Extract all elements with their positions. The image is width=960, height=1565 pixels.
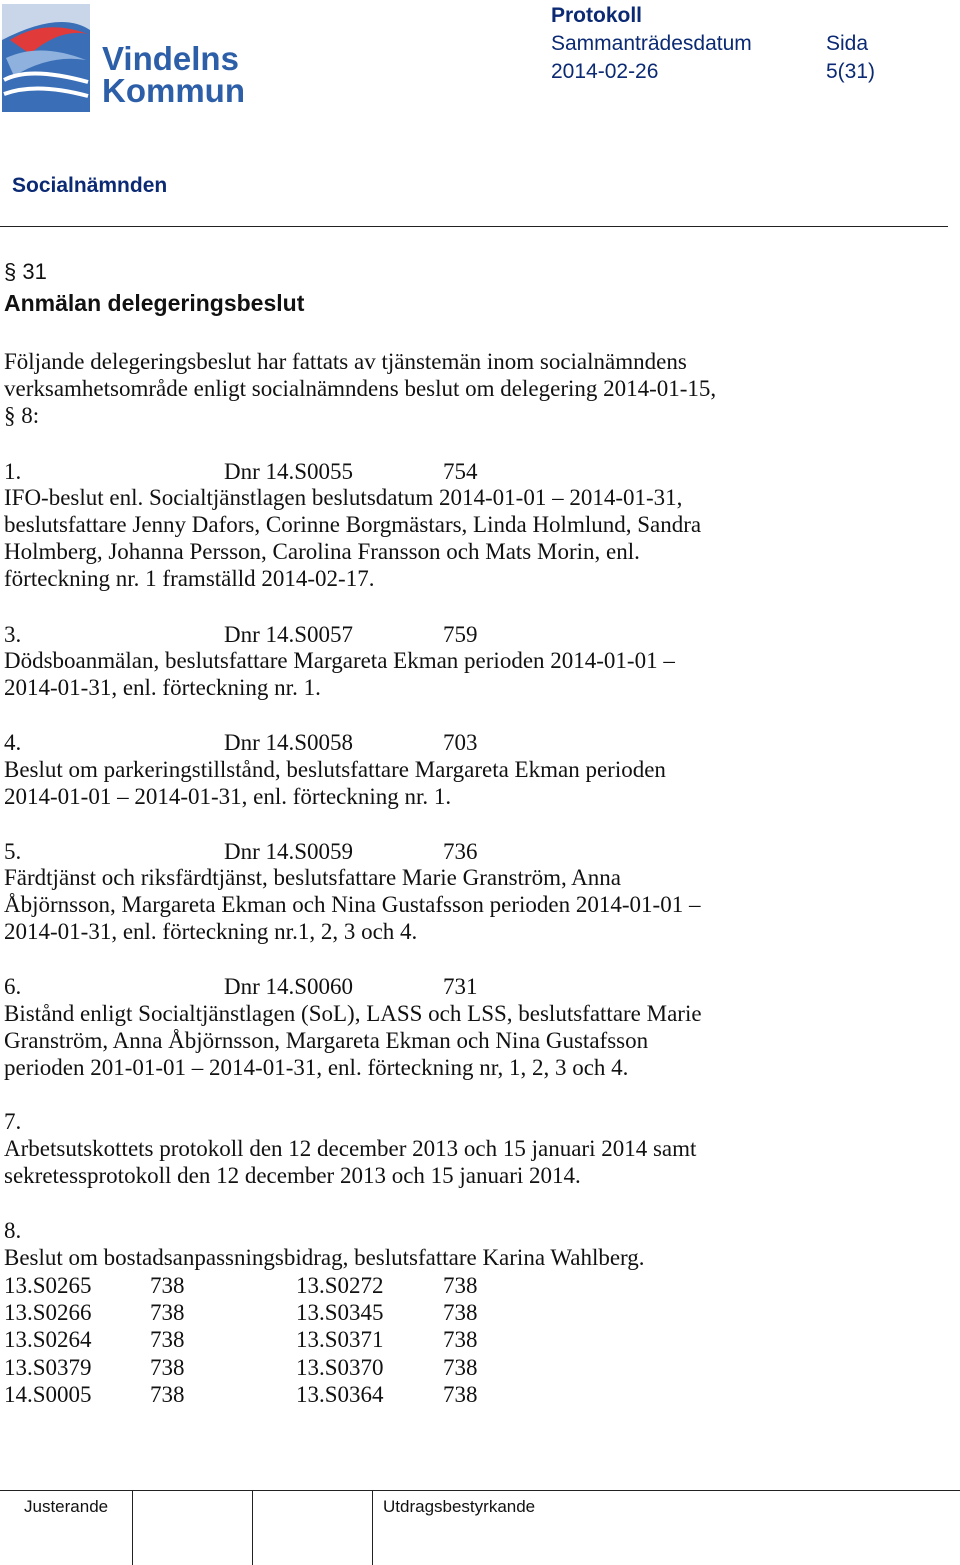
- item-header: [4, 973, 704, 1000]
- dnr-cell: 13.S0371: [296, 1327, 384, 1353]
- page-value: 5(31): [826, 60, 876, 83]
- item-text: Arbetsutskottets protokoll den 12 december 2013 och 15 januari 2014 samt sekretessprotokoll den 12 december 2013 och 15 januari 2014.: [4, 1136, 697, 1188]
- item-text: Beslut om parkeringstillstånd, beslutsfattare Margareta Ekman perioden 2014-01-01 – 2014-01-31, enl. förteckning nr. 1.: [4, 757, 666, 809]
- item-text: Bistånd enligt Socialtjänstlagen (SoL), LASS och LSS, beslutsfattare Marie Granström, Anna Åbjörnsson, Margareta Ekman och Nina Gustafsson perioden 201-01-01 – 2014-01-31, enl. förteckning nr, 1, 2, 3 och 4.: [4, 1001, 702, 1080]
- item-number: 7.: [4, 1109, 22, 1134]
- item-number: 4.: [4, 730, 22, 755]
- code-cell: 738: [150, 1354, 185, 1380]
- table-row: [4, 1381, 704, 1408]
- item-header: [4, 838, 704, 865]
- item-dnr: Dnr 14.S0055: [224, 459, 354, 484]
- code-cell: 738: [150, 1273, 185, 1298]
- code-cell: 738: [443, 1381, 478, 1407]
- logo-text-line1: Vindelns: [102, 40, 239, 77]
- item-header: [4, 458, 704, 485]
- item-number: 3.: [4, 622, 22, 647]
- item-code: 736: [443, 839, 478, 864]
- date-value: 2014-02-26: [551, 60, 659, 83]
- dnr-cell: 13.S0370: [296, 1354, 384, 1380]
- item-number: 5.: [4, 839, 22, 864]
- code-cell: 738: [150, 1300, 185, 1326]
- table-row: [4, 1272, 704, 1299]
- item-dnr: Dnr 14.S0057: [224, 622, 354, 647]
- item-code: 754: [443, 459, 478, 484]
- item-dnr: Dnr 14.S0058: [224, 730, 354, 755]
- logo-text-line2: Kommun: [102, 72, 245, 109]
- section-title: Anmälan delegeringsbeslut: [4, 290, 305, 316]
- doc-type: Protokoll: [551, 4, 643, 27]
- item-dnr: Dnr 14.S0059: [224, 839, 354, 864]
- dnr-cell: 13.S0379: [4, 1354, 92, 1380]
- signature-box: [132, 1491, 133, 1565]
- item-header: [4, 621, 704, 648]
- item-number: 8.: [4, 1218, 22, 1243]
- table-row: [4, 1354, 704, 1381]
- code-cell: 738: [150, 1327, 185, 1353]
- dnr-cell: 13.S0265: [4, 1273, 92, 1298]
- item-code: 731: [443, 974, 478, 999]
- code-cell: 738: [443, 1300, 478, 1326]
- committee-name: Socialnämnden: [12, 174, 168, 197]
- code-cell: 738: [443, 1273, 478, 1298]
- item-header: [4, 729, 704, 756]
- item-dnr: Dnr 14.S0060: [224, 974, 354, 999]
- dnr-table: [4, 1272, 704, 1408]
- item-code: 759: [443, 622, 478, 647]
- item-code: 703: [443, 730, 478, 755]
- justerande-label: Justerande: [24, 1497, 109, 1516]
- dnr-cell: 13.S0272: [296, 1273, 384, 1298]
- signature-box: [252, 1491, 253, 1565]
- code-cell: 738: [150, 1381, 185, 1407]
- item-text: IFO-beslut enl. Socialtjänstlagen beslutsdatum 2014-01-01 – 2014-01-31, beslutsfattare Jenny Dafors, Corinne Borgmästars, Linda Holmlund, Sandra Holmberg, Johanna Persson, Carolina Fransson och Mats Morin, enl. förteckning nr. 1 framställd 2014-02-17.: [4, 485, 702, 591]
- dnr-cell: 13.S0266: [4, 1300, 92, 1326]
- signature-box: [372, 1491, 373, 1565]
- municipality-logo: [0, 0, 250, 118]
- item-header: [4, 1108, 704, 1135]
- code-cell: 738: [443, 1354, 478, 1380]
- section-number: § 31: [4, 259, 47, 284]
- table-row: [4, 1299, 704, 1326]
- dnr-cell: 13.S0345: [296, 1300, 384, 1326]
- signature-footer: [0, 1490, 960, 1565]
- table-row: [4, 1326, 704, 1353]
- header-divider: [0, 226, 948, 227]
- item-text: Dödsboanmälan, beslutsfattare Margareta Ekman perioden 2014-01-01 – 2014-01-31, enl. förteckning nr. 1.: [4, 648, 675, 700]
- item-header: [4, 1217, 704, 1244]
- intro-paragraph: Följande delegeringsbeslut har fattats av tjänstemän inom socialnämndens verksamhetsområde enligt socialnämndens beslut om delegering 2014-01-15, § 8:: [4, 349, 717, 428]
- item-text: Färdtjänst och riksfärdtjänst, beslutsfattare Marie Granström, Anna Åbjörnsson, Margareta Ekman och Nina Gustafsson perioden 2014-01-01 – 2014-01-31, enl. förteckning nr.1, 2, 3 och 4.: [4, 865, 701, 944]
- code-cell: 738: [443, 1327, 478, 1353]
- item-number: 1.: [4, 459, 22, 484]
- date-label: Sammanträdesdatum: [551, 32, 752, 55]
- dnr-cell: 13.S0264: [4, 1327, 92, 1353]
- dnr-cell: 14.S0005: [4, 1381, 92, 1407]
- item-text: Beslut om bostadsanpassningsbidrag, beslutsfattare Karina Wahlberg.: [4, 1245, 645, 1270]
- item-number: 6.: [4, 974, 22, 999]
- page-label: Sida: [826, 32, 869, 55]
- utdragsbestyrkande-label: Utdragsbestyrkande: [383, 1497, 536, 1516]
- dnr-cell: 13.S0364: [296, 1381, 384, 1407]
